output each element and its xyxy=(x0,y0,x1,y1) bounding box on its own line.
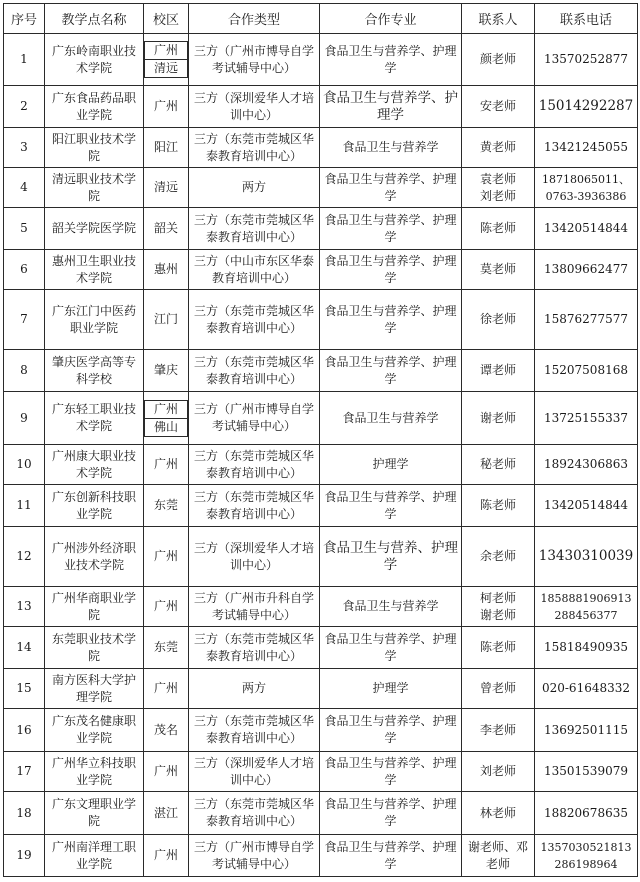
school-name: 清远职业技术学院 xyxy=(45,168,144,208)
header-type: 合作类型 xyxy=(189,4,320,34)
contact-person: 莫老师 xyxy=(462,250,535,290)
campus-name: 东莞 xyxy=(144,485,189,527)
school-name: 惠州卫生职业技术学院 xyxy=(45,250,144,290)
contact-phone: 13420514844 xyxy=(535,485,638,527)
cooperation-type: 三方（深圳爱华人才培训中心） xyxy=(189,86,320,128)
cooperation-type: 三方（中山市东区华泰教育培训中心） xyxy=(189,250,320,290)
campus-cell xyxy=(144,34,189,86)
cooperation-type: 三方（广州市博导自学考试辅导中心） xyxy=(189,392,320,445)
table-row xyxy=(4,445,638,485)
table-row xyxy=(4,485,638,527)
cooperation-major: 食品卫生与营养学、护理学 xyxy=(320,34,462,86)
row-number: 4 xyxy=(4,168,45,208)
row-number: 11 xyxy=(4,485,45,527)
cooperation-major: 食品卫生与营养学、护理学 xyxy=(320,350,462,392)
school-name: 肇庆医学高等专科学校 xyxy=(45,350,144,392)
cooperation-major: 食品卫生与营养学、护理学 xyxy=(320,627,462,669)
school-name: 广东江门中医药职业学院 xyxy=(45,290,144,350)
contact-person: 陈老师 xyxy=(462,485,535,527)
contact-phone: 18820678635 xyxy=(535,792,638,835)
row-number: 19 xyxy=(4,835,45,877)
cooperation-type: 两方 xyxy=(189,669,320,709)
table-row xyxy=(4,527,638,587)
header-phone: 联系电话 xyxy=(535,4,638,34)
contact-phone: 15876277577 xyxy=(535,290,638,350)
campus-name: 茂名 xyxy=(144,709,189,752)
table-row xyxy=(4,290,638,350)
contact-person: 谭老师 xyxy=(462,350,535,392)
contact-person: 颜老师 xyxy=(462,34,535,86)
cooperation-type: 三方（东莞市莞城区华泰教育培训中心） xyxy=(189,208,320,250)
cooperation-type: 三方（广州市博导自学考试辅导中心） xyxy=(189,34,320,86)
contact-phone: 13725155337 xyxy=(535,392,638,445)
table-row xyxy=(4,208,638,250)
campus-name: 广州 xyxy=(144,86,189,128)
campus-name: 阳江 xyxy=(144,128,189,168)
contact-person: 柯老师 谢老师 xyxy=(462,587,535,627)
cooperation-type: 三方（东莞市莞城区华泰教育培训中心） xyxy=(189,350,320,392)
row-number: 7 xyxy=(4,290,45,350)
row-number: 14 xyxy=(4,627,45,669)
campus-name: 佛山 xyxy=(145,418,188,436)
row-number: 12 xyxy=(4,527,45,587)
contact-phone: 13809662477 xyxy=(535,250,638,290)
campus-split xyxy=(144,400,188,437)
cooperation-table xyxy=(3,3,638,877)
contact-phone: 020-61648332 xyxy=(535,669,638,709)
table-row xyxy=(4,835,638,877)
row-number: 17 xyxy=(4,752,45,792)
cooperation-type: 三方（深圳爱华人才培训中心） xyxy=(189,752,320,792)
row-number: 2 xyxy=(4,86,45,128)
campus-name: 广州 xyxy=(144,445,189,485)
school-name: 广州康大职业技术学院 xyxy=(45,445,144,485)
row-number: 3 xyxy=(4,128,45,168)
table-row xyxy=(4,709,638,752)
table-body xyxy=(4,34,638,877)
campus-name: 广州 xyxy=(144,527,189,587)
school-name: 广东茂名健康职业学院 xyxy=(45,709,144,752)
row-number: 18 xyxy=(4,792,45,835)
school-name: 广州涉外经济职业技术学院 xyxy=(45,527,144,587)
campus-name: 广州 xyxy=(144,835,189,877)
table-row xyxy=(4,669,638,709)
contact-phone: 15207508168 xyxy=(535,350,638,392)
row-number: 13 xyxy=(4,587,45,627)
contact-phone: 18718065011、 0763-3936386 xyxy=(535,168,638,208)
table-row xyxy=(4,587,638,627)
campus-name: 韶关 xyxy=(144,208,189,250)
contact-phone: 13421245055 xyxy=(535,128,638,168)
campus-name: 广州 xyxy=(144,669,189,709)
school-name: 韶关学院医学院 xyxy=(45,208,144,250)
cooperation-major: 食品卫生与营养学、护理学 xyxy=(320,208,462,250)
cooperation-type: 三方（东莞市莞城区华泰教育培训中心） xyxy=(189,627,320,669)
cooperation-type: 三方（东莞市莞城区华泰教育培训中心） xyxy=(189,290,320,350)
contact-phone: 13570252877 xyxy=(535,34,638,86)
cooperation-major: 食品卫生与营养学、护理学 xyxy=(320,752,462,792)
contact-phone: 15014292287 xyxy=(535,86,638,128)
campus-name: 惠州 xyxy=(144,250,189,290)
contact-person: 余老师 xyxy=(462,527,535,587)
contact-person: 陈老师 xyxy=(462,208,535,250)
school-name: 广州华商职业学院 xyxy=(45,587,144,627)
cooperation-major: 食品卫生与营养学、护理学 xyxy=(320,835,462,877)
cooperation-type: 三方（东莞市莞城区华泰教育培训中心） xyxy=(189,128,320,168)
cooperation-type: 三方（深圳爱华人才培训中心） xyxy=(189,527,320,587)
cooperation-major: 食品卫生与营养学、护理学 xyxy=(320,290,462,350)
row-number: 16 xyxy=(4,709,45,752)
cooperation-major: 食品卫生与营养学、护理学 xyxy=(320,250,462,290)
campus-name: 肇庆 xyxy=(144,350,189,392)
table-row xyxy=(4,128,638,168)
school-name: 南方医科大学护理学院 xyxy=(45,669,144,709)
table-row xyxy=(4,86,638,128)
row-number: 9 xyxy=(4,392,45,445)
contact-person: 安老师 xyxy=(462,86,535,128)
table-row xyxy=(4,627,638,669)
header-major: 合作专业 xyxy=(320,4,462,34)
row-number: 15 xyxy=(4,669,45,709)
header-school: 教学点名称 xyxy=(45,4,144,34)
row-number: 1 xyxy=(4,34,45,86)
campus-name: 清远 xyxy=(144,168,189,208)
contact-phone: 1357030521813 286198964 xyxy=(535,835,638,877)
cooperation-type: 三方（东莞市莞城区华泰教育培训中心） xyxy=(189,792,320,835)
school-name: 广东创新科技职业学院 xyxy=(45,485,144,527)
cooperation-major: 食品卫生与营养学、护理学 xyxy=(320,86,462,128)
contact-phone: 13430310039 xyxy=(535,527,638,587)
cooperation-major: 护理学 xyxy=(320,669,462,709)
campus-name: 东莞 xyxy=(144,627,189,669)
cooperation-type: 两方 xyxy=(189,168,320,208)
cooperation-major: 食品卫生与营养学、护理学 xyxy=(320,485,462,527)
contact-person: 黄老师 xyxy=(462,128,535,168)
campus-name: 湛江 xyxy=(144,792,189,835)
cooperation-major: 食品卫生与营养学、护理学 xyxy=(320,168,462,208)
campus-name: 广州 xyxy=(144,587,189,627)
campus-cell xyxy=(144,392,189,445)
campus-split xyxy=(144,41,188,78)
school-name: 阳江职业技术学院 xyxy=(45,128,144,168)
cooperation-type: 三方（广州市升科自学考试辅导中心） xyxy=(189,587,320,627)
table-row xyxy=(4,752,638,792)
cooperation-major: 食品卫生与营养学 xyxy=(320,128,462,168)
contact-person: 李老师 xyxy=(462,709,535,752)
school-name: 广东岭南职业技术学院 xyxy=(45,34,144,86)
campus-name: 江门 xyxy=(144,290,189,350)
school-name: 广东轻工职业技术学院 xyxy=(45,392,144,445)
contact-person: 曾老师 xyxy=(462,669,535,709)
contact-phone: 13692501115 xyxy=(535,709,638,752)
row-number: 8 xyxy=(4,350,45,392)
header-row xyxy=(4,4,638,34)
cooperation-type: 三方（广州市博导自学考试辅导中心） xyxy=(189,835,320,877)
cooperation-major: 护理学 xyxy=(320,445,462,485)
contact-phone: 13501539079 xyxy=(535,752,638,792)
school-name: 广东文理职业学院 xyxy=(45,792,144,835)
campus-name: 广州 xyxy=(144,752,189,792)
contact-phone: 18924306863 xyxy=(535,445,638,485)
contact-phone: 13420514844 xyxy=(535,208,638,250)
contact-person: 徐老师 xyxy=(462,290,535,350)
cooperation-major: 食品卫生与营养学 xyxy=(320,392,462,445)
cooperation-type: 三方（东莞市莞城区华泰教育培训中心） xyxy=(189,445,320,485)
contact-person: 谢老师 xyxy=(462,392,535,445)
school-name: 东莞职业技术学院 xyxy=(45,627,144,669)
row-number: 5 xyxy=(4,208,45,250)
row-number: 6 xyxy=(4,250,45,290)
contact-person: 秘老师 xyxy=(462,445,535,485)
cooperation-type: 三方（东莞市莞城区华泰教育培训中心） xyxy=(189,709,320,752)
contact-phone: 1858881906913 288456377 xyxy=(535,587,638,627)
contact-person: 谢老师、邓老师 xyxy=(462,835,535,877)
table-row xyxy=(4,392,638,445)
cooperation-major: 食品卫生与营养学 xyxy=(320,587,462,627)
table-row xyxy=(4,350,638,392)
table-row xyxy=(4,792,638,835)
school-name: 广州南洋理工职业学院 xyxy=(45,835,144,877)
table-row xyxy=(4,168,638,208)
campus-name: 清远 xyxy=(145,60,188,78)
contact-person: 袁老师 刘老师 xyxy=(462,168,535,208)
campus-name: 广州 xyxy=(145,400,188,418)
row-number: 10 xyxy=(4,445,45,485)
cooperation-major: 食品卫生与营养、护理学 xyxy=(320,527,462,587)
campus-name: 广州 xyxy=(145,42,188,60)
header-campus: 校区 xyxy=(144,4,189,34)
school-name: 广东食品药品职业学院 xyxy=(45,86,144,128)
table-row xyxy=(4,250,638,290)
cooperation-type: 三方（东莞市莞城区华泰教育培训中心） xyxy=(189,485,320,527)
header-seq: 序号 xyxy=(4,4,45,34)
cooperation-major: 食品卫生与营养学、护理学 xyxy=(320,792,462,835)
table-row xyxy=(4,34,638,86)
school-name: 广州华立科技职业学院 xyxy=(45,752,144,792)
cooperation-major: 食品卫生与营养学、护理学 xyxy=(320,709,462,752)
contact-phone: 15818490935 xyxy=(535,627,638,669)
contact-person: 刘老师 xyxy=(462,752,535,792)
contact-person: 林老师 xyxy=(462,792,535,835)
header-contact: 联系人 xyxy=(462,4,535,34)
contact-person: 陈老师 xyxy=(462,627,535,669)
